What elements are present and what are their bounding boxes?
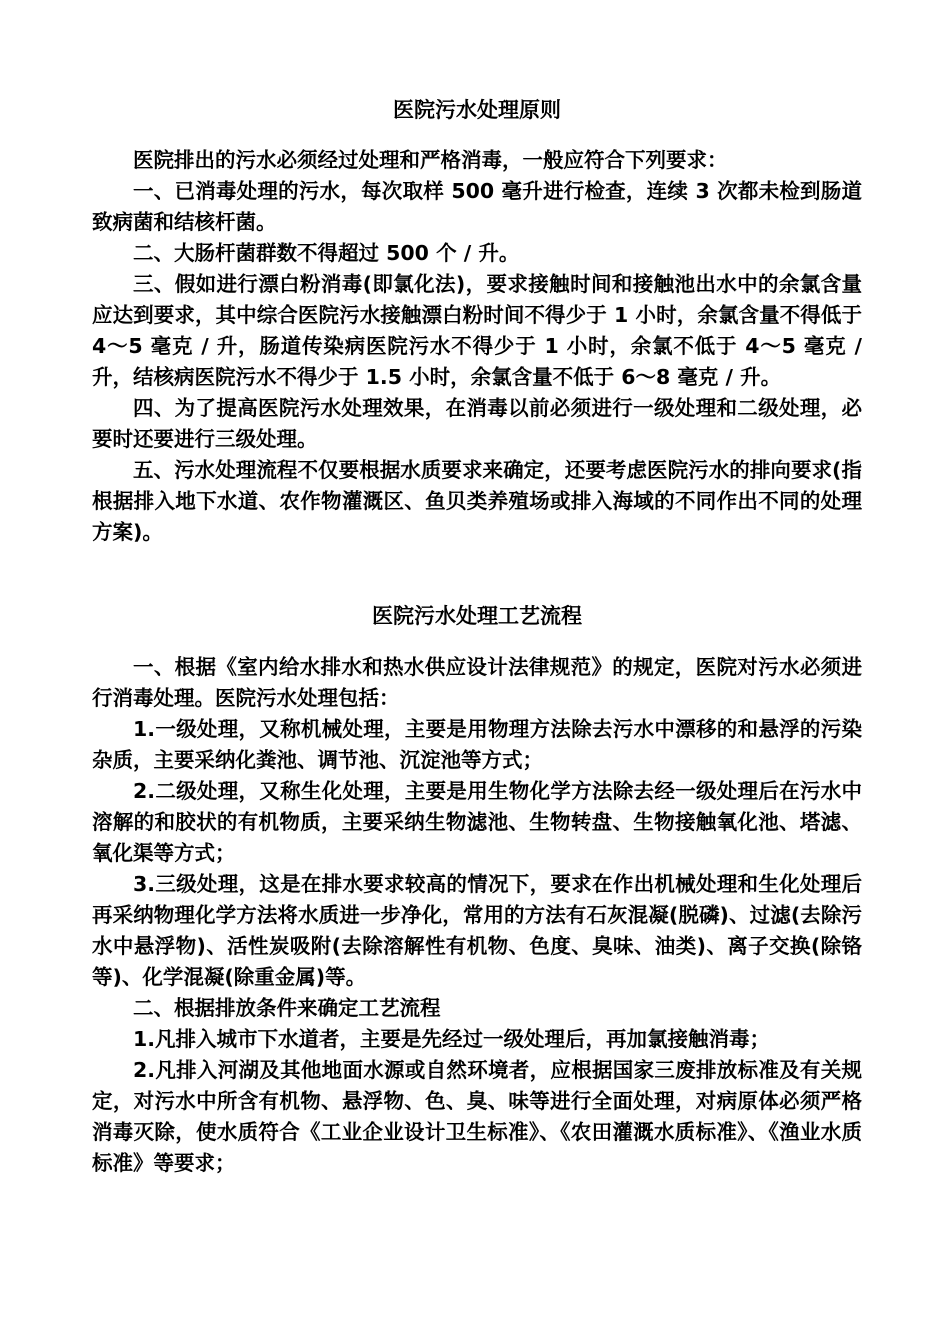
section-body-process [92,652,862,1179]
section-body-principles [92,145,862,548]
paragraph: 医院排出的污水必须经过处理和严格消毒，一般应符合下列要求： [133,148,728,172]
spacer [92,126,862,145]
section-title-principles: 医院污水处理原则 [393,98,561,122]
paragraph: 1.凡排入城市下水道者，主要是先经过一级处理后，再加氯接触消毒； [133,1027,771,1051]
section-title-process: 医院污水处理工艺流程 [372,604,582,628]
paragraph: 二、大肠杆菌群数不得超过 500 个 / 升。 [133,241,520,265]
paragraph: 二、根据排放条件来确定工艺流程 [133,996,441,1020]
document-page [92,0,862,1179]
paragraph: 2.凡排入河湖及其他地面水源或自然环境者，应根据国家三废排放标准及有关规定，对污水中所含有机物、悬浮物、色、臭、味等进行全面处理，对病原体必须严格消毒灭除，使水质符合《工业企业设计卫生标准》、《农田灌溉水质标准》、《渔业水质标准》等要求； [92,1058,862,1175]
paragraph: 五、污水处理流程不仅要根据水质要求来确定，还要考虑医院污水的排向要求(指根据排入地下水道、农作物灌溉区、鱼贝类养殖场或排入海域的不同作出不同的处理方案)。 [92,458,862,544]
paragraph: 三、假如进行漂白粉消毒(即氯化法)，要求接触时间和接触池出水中的余氯含量应达到要求，其中综合医院污水接触漂白粉时间不得少于 1 小时，余氯含量不得低于 4～5 毫克 / 升，肠道传染病医院污水不得少于 1 小时，余氯不低于 4～5 毫克 / 升，结核病医院污水不得少于 1.5 小时，余氯含量不低于 6～8 毫克 / 升。 [92,272,862,389]
paragraph: 1.一级处理，又称机械处理，主要是用物理方法除去污水中漂移的和悬浮的污染杂质，主要采纳化粪池、调节池、沉淀池等方式； [92,717,862,772]
spacer [92,632,862,652]
paragraph: 3.三级处理，这是在排水要求较高的情况下，要求在作出机械处理和生化处理后再采纳物理化学方法将水质进一步净化，常用的方法有石灰混凝(脱磷)、过滤(去除污水中悬浮物)、活性炭吸附(去除溶解性有机物、色度、臭味、油类)、离子交换(除铬等)、化学混凝(除重金属)等。 [92,872,862,989]
paragraph: 一、已消毒处理的污水，每次取样 500 毫升进行检查，连续 3 次都未检到肠道致病菌和结核杆菌。 [92,179,862,234]
paragraph: 一、根据《室内给水排水和热水供应设计法律规范》的规定，医院对污水必须进行消毒处理。医院污水处理包括： [92,655,862,710]
paragraph: 2.二级处理，又称生化处理，主要是用生物化学方法除去经一级处理后在污水中溶解的和胶状的有机物质，主要采纳生物滤池、生物转盘、生物接触氧化池、塔滤、氧化渠等方式； [92,779,862,865]
spacer [92,548,862,601]
paragraph: 四、为了提高医院污水处理效果，在消毒以前必须进行一级处理和二级处理，必要时还要进行三级处理。 [92,396,862,451]
